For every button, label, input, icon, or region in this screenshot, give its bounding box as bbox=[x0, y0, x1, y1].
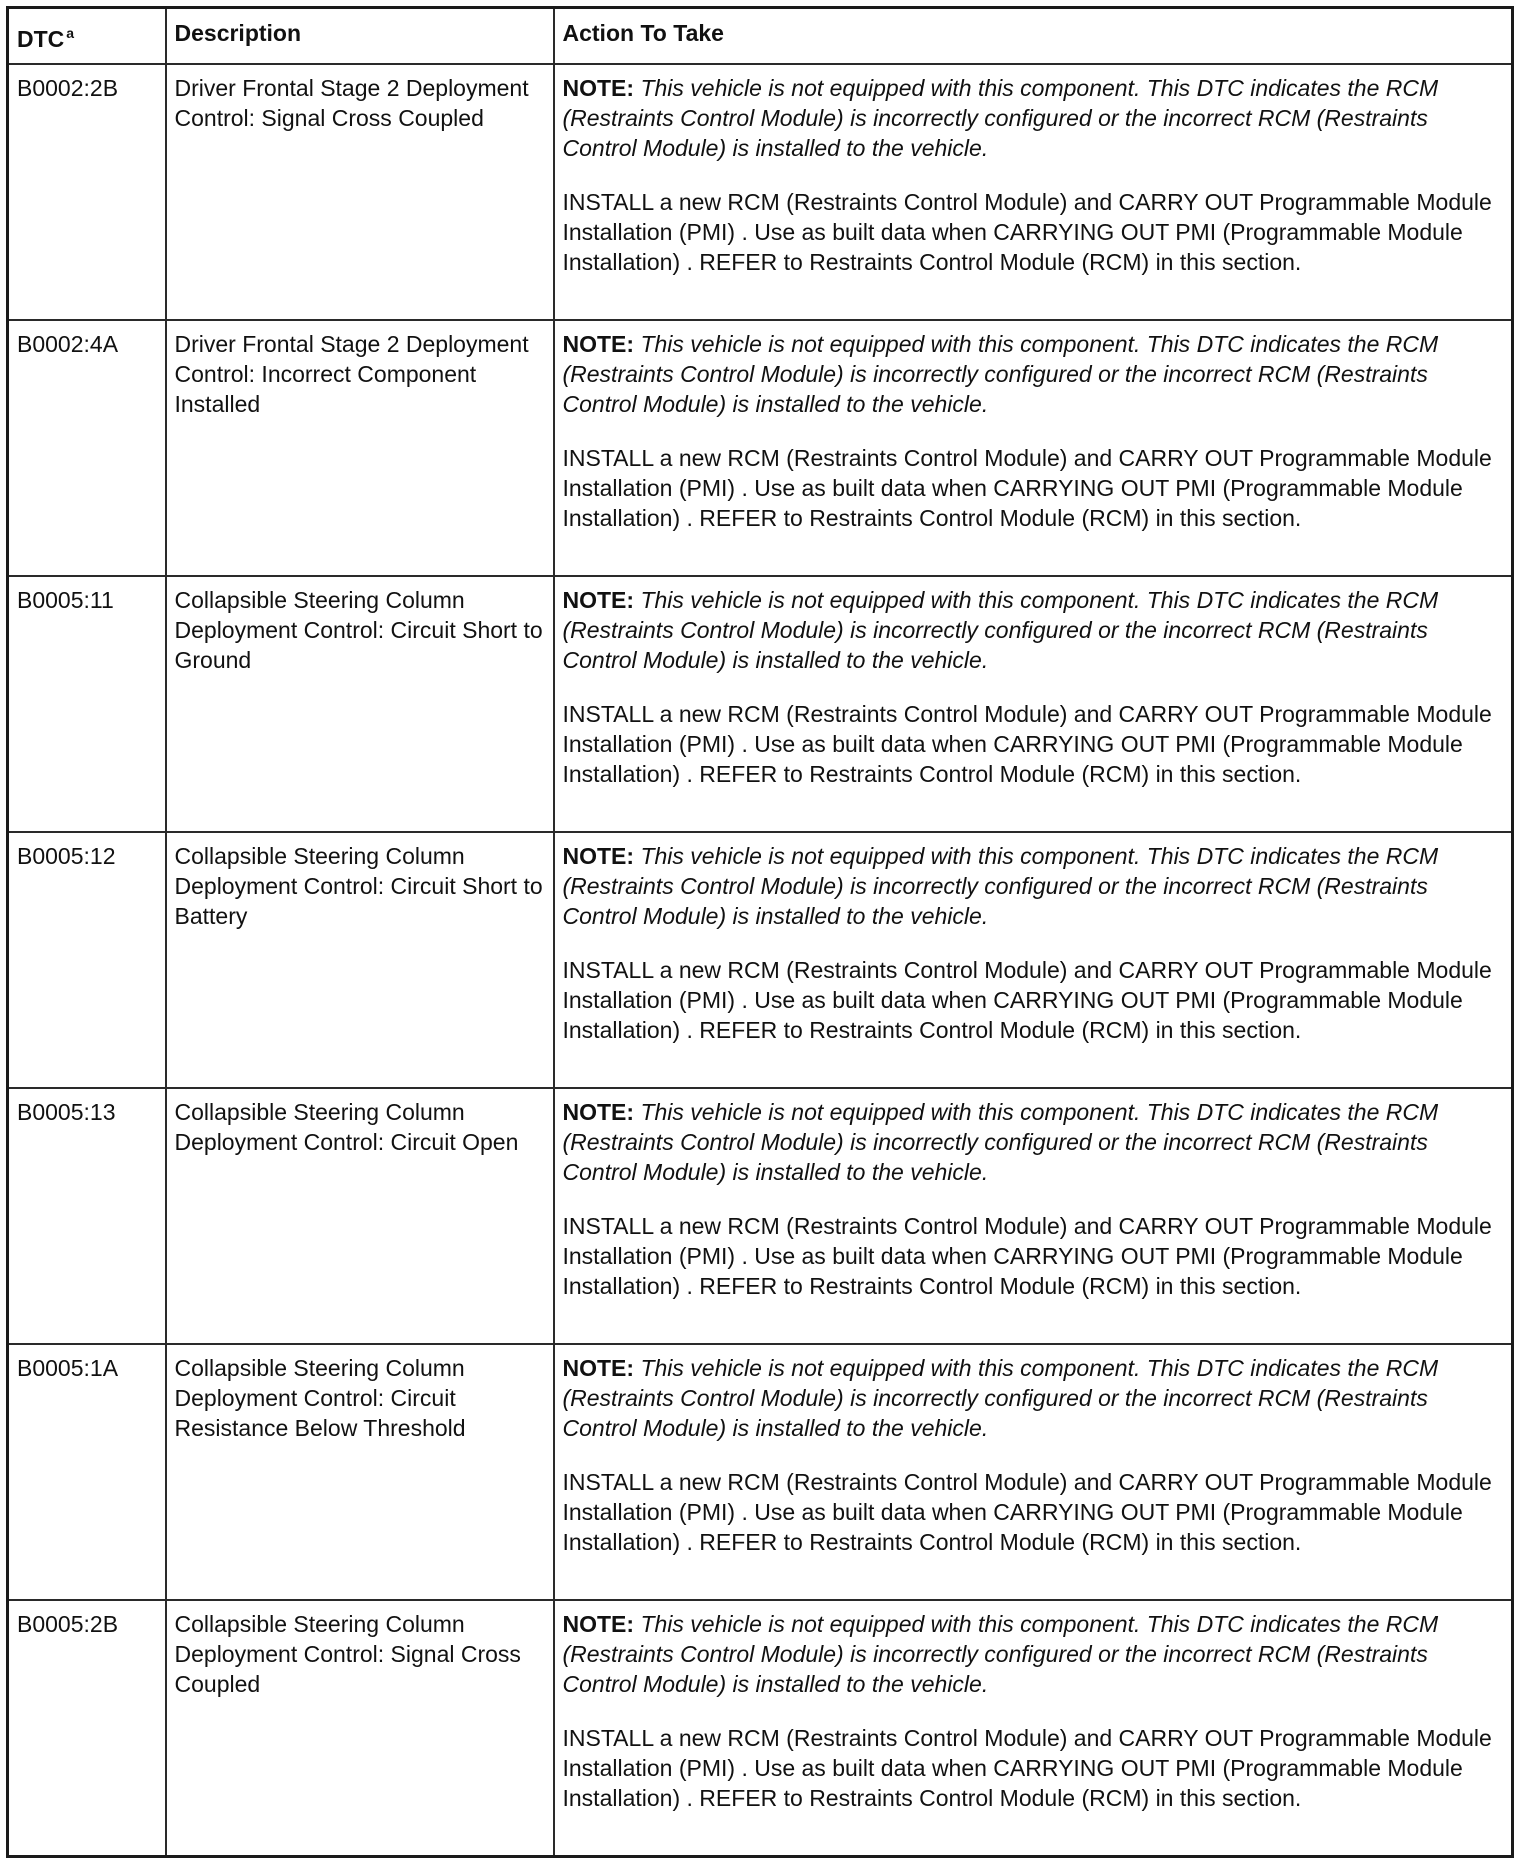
table-header bbox=[8, 8, 1513, 65]
note-text: This vehicle is not equipped with this component. This DTC indicates the RCM (Restraints Control Module) is incorrectly configured or the incorrect RCM (Restraints Control Module) is installed to the vehicle. bbox=[562, 1355, 1439, 1441]
header-description: Description bbox=[166, 8, 554, 65]
dtc-code-cell: B0005:11 bbox=[8, 576, 166, 832]
description-cell: Driver Frontal Stage 2 Deployment Control: Incorrect Component Installed bbox=[166, 320, 554, 576]
table-row bbox=[8, 1344, 1513, 1600]
note-paragraph bbox=[563, 1097, 1504, 1187]
header-dtc-footnote: a bbox=[66, 25, 75, 41]
action-cell bbox=[554, 320, 1513, 576]
description-cell: Collapsible Steering Column Deployment Control: Circuit Short to Battery bbox=[166, 832, 554, 1088]
action-cell bbox=[554, 576, 1513, 832]
description-cell: Collapsible Steering Column Deployment Control: Signal Cross Coupled bbox=[166, 1600, 554, 1857]
description-cell: Driver Frontal Stage 2 Deployment Control: Signal Cross Coupled bbox=[166, 64, 554, 320]
action-text: INSTALL a new RCM (Restraints Control Module) and CARRY OUT Programmable Module Installation (PMI) . Use as built data when CARRYING OUT PMI (Programmable Module Installation) . REFER to Restraints Control Module (RCM) in this section. bbox=[562, 1469, 1492, 1555]
action-text: INSTALL a new RCM (Restraints Control Module) and CARRY OUT Programmable Module Installation (PMI) . Use as built data when CARRYING OUT PMI (Programmable Module Installation) . REFER to Restraints Control Module (RCM) in this section. bbox=[562, 1725, 1492, 1811]
description-cell: Collapsible Steering Column Deployment Control: Circuit Resistance Below Threshold bbox=[166, 1344, 554, 1600]
table-row bbox=[8, 64, 1513, 320]
table-row bbox=[8, 1088, 1513, 1344]
dtc-table bbox=[6, 6, 1514, 1858]
action-cell bbox=[554, 1600, 1513, 1857]
dtc-code-cell: B0005:2B bbox=[8, 1600, 166, 1857]
note-label: NOTE: bbox=[562, 1611, 635, 1637]
note-label: NOTE: bbox=[562, 75, 635, 101]
description-cell: Collapsible Steering Column Deployment Control: Circuit Open bbox=[166, 1088, 554, 1344]
note-text: This vehicle is not equipped with this component. This DTC indicates the RCM (Restraints Control Module) is incorrectly configured or the incorrect RCM (Restraints Control Module) is installed to the vehicle. bbox=[562, 843, 1439, 929]
dtc-code-cell: B0002:4A bbox=[8, 320, 166, 576]
note-paragraph bbox=[563, 329, 1504, 419]
note-text: This vehicle is not equipped with this component. This DTC indicates the RCM (Restraints Control Module) is incorrectly configured or the incorrect RCM (Restraints Control Module) is installed to the vehicle. bbox=[562, 75, 1439, 161]
dtc-code-cell: B0002:2B bbox=[8, 64, 166, 320]
action-text: INSTALL a new RCM (Restraints Control Module) and CARRY OUT Programmable Module Installation (PMI) . Use as built data when CARRYING OUT PMI (Programmable Module Installation) . REFER to Restraints Control Module (RCM) in this section. bbox=[562, 445, 1492, 531]
dtc-code-cell: B0005:1A bbox=[8, 1344, 166, 1600]
action-cell bbox=[554, 64, 1513, 320]
table-row bbox=[8, 576, 1513, 832]
note-paragraph bbox=[563, 841, 1504, 931]
note-label: NOTE: bbox=[562, 331, 635, 357]
note-text: This vehicle is not equipped with this component. This DTC indicates the RCM (Restraints Control Module) is incorrectly configured or the incorrect RCM (Restraints Control Module) is installed to the vehicle. bbox=[562, 1099, 1439, 1185]
note-paragraph bbox=[563, 585, 1504, 675]
header-row bbox=[8, 8, 1513, 65]
action-cell bbox=[554, 1344, 1513, 1600]
note-label: NOTE: bbox=[562, 843, 635, 869]
description-cell: Collapsible Steering Column Deployment Control: Circuit Short to Ground bbox=[166, 576, 554, 832]
action-text: INSTALL a new RCM (Restraints Control Module) and CARRY OUT Programmable Module Installation (PMI) . Use as built data when CARRYING OUT PMI (Programmable Module Installation) . REFER to Restraints Control Module (RCM) in this section. bbox=[562, 189, 1492, 275]
action-cell bbox=[554, 1088, 1513, 1344]
dtc-code-cell: B0005:12 bbox=[8, 832, 166, 1088]
note-label: NOTE: bbox=[562, 587, 635, 613]
table-row bbox=[8, 832, 1513, 1088]
action-cell bbox=[554, 832, 1513, 1088]
note-text: This vehicle is not equipped with this component. This DTC indicates the RCM (Restraints Control Module) is incorrectly configured or the incorrect RCM (Restraints Control Module) is installed to the vehicle. bbox=[562, 1611, 1439, 1697]
table-body bbox=[8, 64, 1513, 1857]
note-label: NOTE: bbox=[562, 1355, 635, 1381]
dtc-code-cell: B0005:13 bbox=[8, 1088, 166, 1344]
note-paragraph bbox=[563, 1353, 1504, 1443]
note-text: This vehicle is not equipped with this component. This DTC indicates the RCM (Restraints Control Module) is incorrectly configured or the incorrect RCM (Restraints Control Module) is installed to the vehicle. bbox=[562, 331, 1439, 417]
header-dtc bbox=[8, 8, 166, 65]
action-text: INSTALL a new RCM (Restraints Control Module) and CARRY OUT Programmable Module Installation (PMI) . Use as built data when CARRYING OUT PMI (Programmable Module Installation) . REFER to Restraints Control Module (RCM) in this section. bbox=[562, 701, 1492, 787]
table-row bbox=[8, 1600, 1513, 1857]
header-action: Action To Take bbox=[554, 8, 1513, 65]
header-dtc-label: DTC bbox=[17, 26, 65, 52]
note-text: This vehicle is not equipped with this component. This DTC indicates the RCM (Restraints Control Module) is incorrectly configured or the incorrect RCM (Restraints Control Module) is installed to the vehicle. bbox=[562, 587, 1439, 673]
action-text: INSTALL a new RCM (Restraints Control Module) and CARRY OUT Programmable Module Installation (PMI) . Use as built data when CARRYING OUT PMI (Programmable Module Installation) . REFER to Restraints Control Module (RCM) in this section. bbox=[562, 1213, 1492, 1299]
note-paragraph bbox=[563, 73, 1504, 163]
note-label: NOTE: bbox=[562, 1099, 635, 1125]
note-paragraph bbox=[563, 1609, 1504, 1699]
action-text: INSTALL a new RCM (Restraints Control Module) and CARRY OUT Programmable Module Installation (PMI) . Use as built data when CARRYING OUT PMI (Programmable Module Installation) . REFER to Restraints Control Module (RCM) in this section. bbox=[562, 957, 1492, 1043]
table-row bbox=[8, 320, 1513, 576]
